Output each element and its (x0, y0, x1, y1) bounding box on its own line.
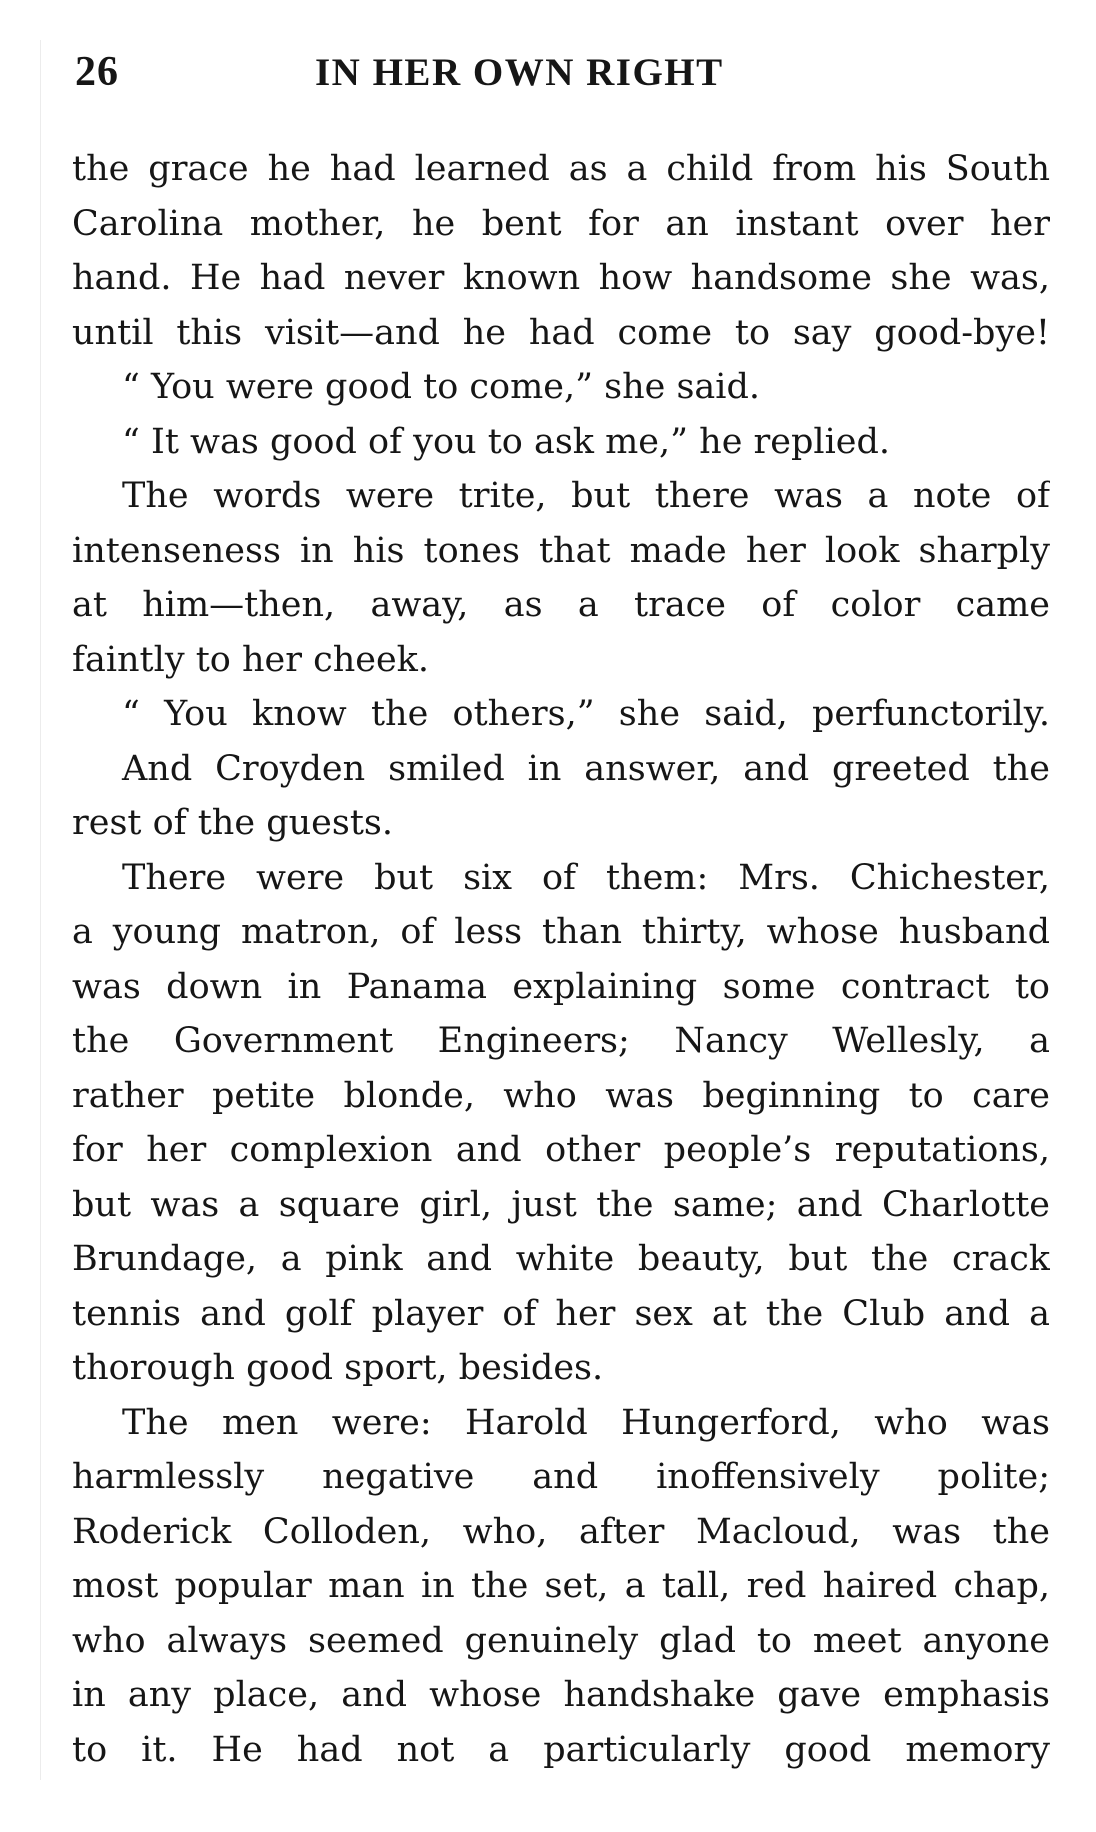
text-line: to it. He had not a particularly good memory (72, 1729, 1050, 1770)
text-line: most popular man in the set, a tall, red haired chap, (72, 1566, 1050, 1606)
text-line: thorough good sport, besides. (72, 1348, 604, 1388)
text-line: a young matron, of less than thirty, whose husband (72, 912, 1050, 952)
text-line: “ It was good of you to ask me,” he replied. (122, 421, 891, 462)
running-head: IN HER OWN RIGHT (315, 51, 724, 94)
text-line: rather petite blonde, who was beginning to care (72, 1075, 1050, 1116)
text-line: Brundage, a pink and white beauty, but the crack (72, 1239, 1050, 1279)
text-line: Carolina mother, he bent for an instant over her (72, 203, 1050, 244)
text-line: at him—then, away, as a trace of color came (72, 585, 1050, 625)
text-line: until this visit—and he had come to say good-bye! (72, 312, 1050, 353)
text-line: but was a square girl, just the same; and Charlotte (72, 1184, 1050, 1225)
text-line: tennis and golf player of her sex at the Club and a (72, 1293, 1050, 1334)
page-number: 26 (75, 49, 119, 95)
page-edge-line (40, 40, 41, 1780)
text-line: And Croyden smiled in answer, and greeted the (122, 748, 1050, 789)
text-line: intenseness in his tones that made her look sharply (72, 530, 1050, 571)
page-header (75, 48, 1050, 108)
text-line: “ You know the others,” she said, perfunctorily. (122, 694, 1050, 734)
text-line: for her complexion and other people’s reputations, (72, 1130, 1050, 1170)
text-line: Roderick Colloden, who, after Macloud, was the (72, 1511, 1050, 1552)
text-line: There were but six of them: Mrs. Chichester, (122, 857, 1050, 898)
text-line: in any place, and whose handshake gave emphasis (72, 1675, 1050, 1715)
text-line: rest of the guests. (72, 803, 393, 843)
text-line: the Government Engineers; Nancy Wellesly, a (72, 1021, 1050, 1061)
text-line: the grace he had learned as a child from his South (72, 149, 1050, 189)
text-line: was down in Panama explaining some contract to (72, 966, 1050, 1007)
text-line: hand. He had never known how handsome she was, (72, 258, 1050, 298)
text-line: harmlessly negative and inoffensively polite; (72, 1457, 1050, 1497)
text-line: The men were: Harold Hungerford, who was (122, 1402, 1050, 1443)
text-line: faintly to her cheek. (72, 639, 429, 680)
body-text (72, 142, 1050, 1777)
text-line: who always seemed genuinely glad to meet anyone (72, 1620, 1050, 1661)
text-line: The words were trite, but there was a note of (122, 476, 1050, 516)
text-line: “ You were good to come,” she said. (122, 367, 761, 407)
